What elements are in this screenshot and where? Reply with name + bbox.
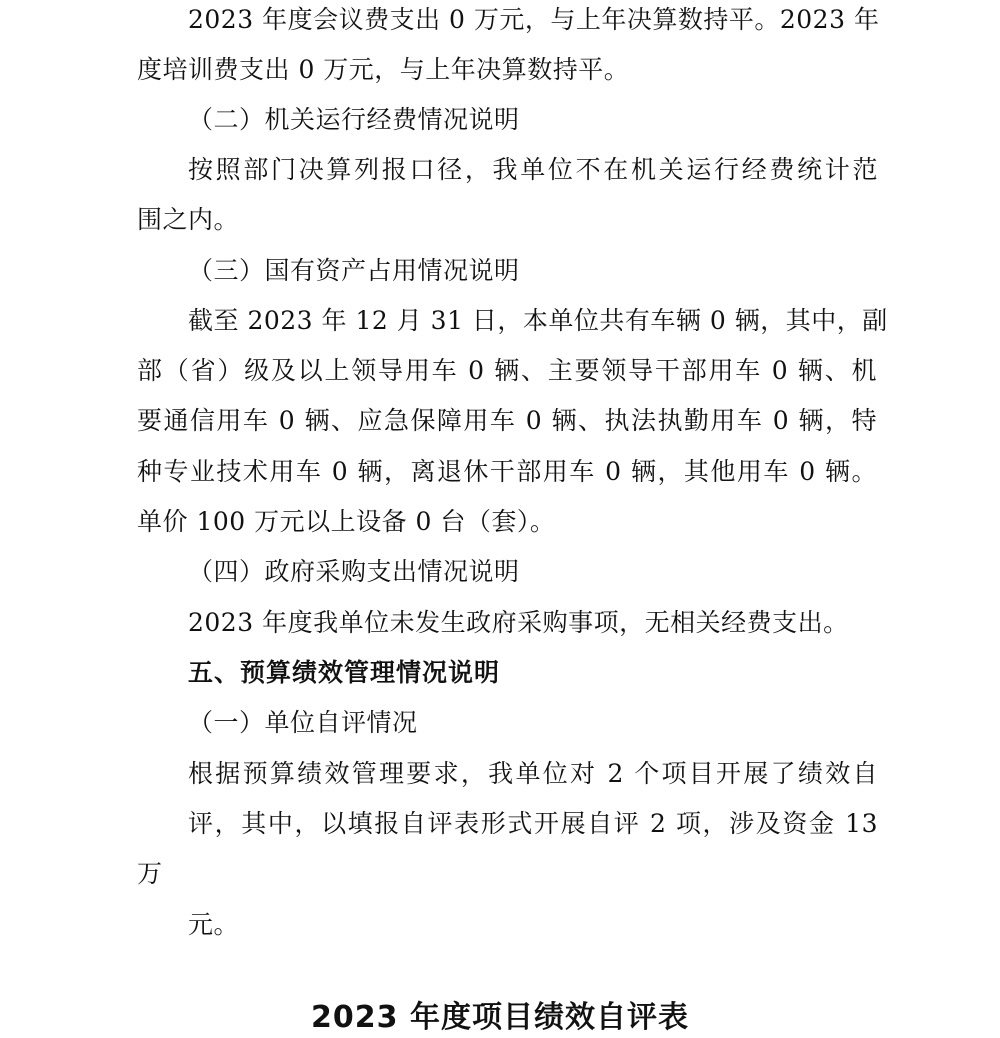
paragraph-meeting-fee-line2: 度培训费支出 0 万元，与上年决算数持平。 <box>137 55 630 84</box>
paragraph-operating-expenses-line2: 围之内。 <box>137 205 240 234</box>
section-heading-performance: 五、预算绩效管理情况说明 <box>188 658 501 687</box>
paragraph-operating-expenses-line1: 按照部门决算列报口径，我单位不在机关运行经费统计范 <box>188 155 878 184</box>
subheading-self-evaluation: （一）单位自评情况 <box>188 708 418 737</box>
paragraph-self-evaluation-line3: 万 <box>137 859 163 888</box>
paragraph-vehicles-line1: 截至 2023 年 12 月 31 日，本单位共有车辆 0 辆，其中，副 <box>188 306 888 335</box>
paragraph-vehicles-line2: 部（省）级及以上领导用车 0 辆、主要领导干部用车 0 辆、机 <box>137 356 877 385</box>
paragraph-self-evaluation-line4: 元。 <box>188 910 240 939</box>
paragraph-vehicles-line4: 种专业技术用车 0 辆，离退休干部用车 0 辆，其他用车 0 辆。 <box>137 457 877 486</box>
subheading-procurement: （四）政府采购支出情况说明 <box>188 557 520 586</box>
paragraph-procurement: 2023 年度我单位未发生政府采购事项，无相关经费支出。 <box>188 608 849 637</box>
paragraph-self-evaluation-line2: 评，其中，以填报自评表形式开展自评 2 项，涉及资金 13 <box>188 809 878 838</box>
paragraph-meeting-fee-line1: 2023 年度会议费支出 0 万元，与上年决算数持平。2023 年 <box>188 5 880 34</box>
subheading-state-assets: （三）国有资产占用情况说明 <box>188 256 520 285</box>
paragraph-vehicles-line3: 要通信用车 0 辆、应急保障用车 0 辆、执法执勤用车 0 辆，特 <box>137 406 877 435</box>
paragraph-self-evaluation-line1: 根据预算绩效管理要求，我单位对 2 个项目开展了绩效自 <box>188 759 878 788</box>
table-title: 2023 年度项目绩效自评表 <box>311 1000 689 1035</box>
subheading-operating-expenses: （二）机关运行经费情况说明 <box>188 105 520 134</box>
paragraph-vehicles-line5: 单价 100 万元以上设备 0 台（套）。 <box>137 507 556 536</box>
